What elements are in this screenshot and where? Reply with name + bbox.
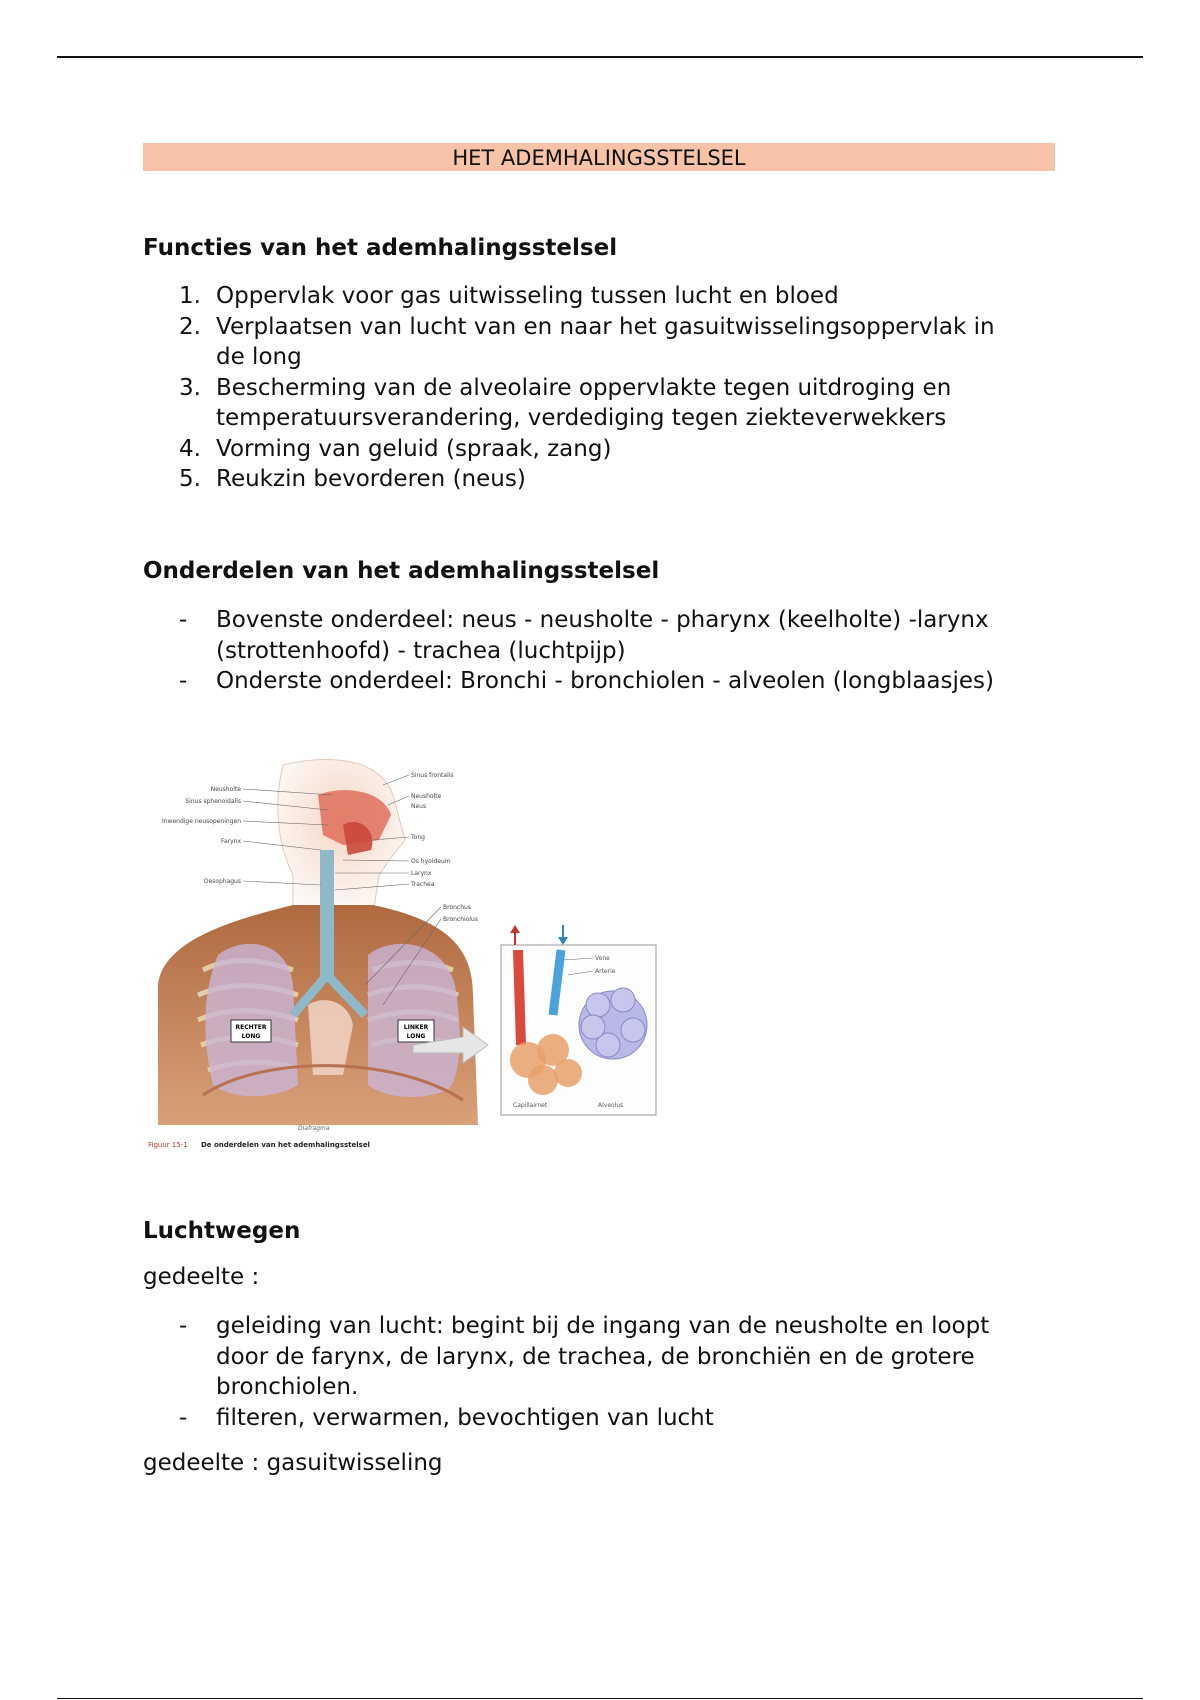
anatomy-illustration: [143, 755, 663, 1150]
svg-text:Sinus sphenoidalis: Sinus sphenoidalis: [185, 798, 241, 805]
lung-left-label-2: LONG: [406, 1033, 426, 1040]
lung-left-label-1: LINKER: [403, 1024, 429, 1031]
svg-text:Os hyoideum: Os hyoideum: [411, 858, 451, 865]
list-item: - Onderste onderdeel: Bronchi - bronchiolen - alveolen (longblaasjes): [179, 668, 995, 694]
svg-text:Sinus frontalis: Sinus frontalis: [411, 772, 454, 779]
document-title: HET ADEMHALINGSSTELSEL: [143, 143, 1055, 171]
section-heading-luchtwegen: Luchtwegen: [143, 1218, 301, 1244]
figure-caption-text: De onderdelen van het ademhalingsstelsel: [201, 1141, 370, 1149]
lung-right-label-2: LONG: [241, 1033, 261, 1040]
svg-text:Trachea: Trachea: [411, 881, 435, 888]
parts-list: [143, 605, 1055, 697]
paragraph-gedeelte-2: gedeelte : gasuitwisseling: [143, 1450, 443, 1476]
section-heading-onderdelen: Onderdelen van het ademhalingsstelsel: [143, 558, 660, 584]
svg-text:Oesophagus: Oesophagus: [203, 878, 241, 885]
svg-text:Bronchus: Bronchus: [443, 904, 471, 911]
svg-text:Capillairnet: Capillairnet: [513, 1102, 548, 1109]
list-item: - Bovenste onderdeel: neus - neusholte - pharynx (keelholte) -larynx (strottenhoofd) - trachea (luchtpijp): [179, 607, 989, 664]
svg-text:Larynx: Larynx: [411, 870, 432, 877]
svg-text:Inwendige neusopeningen: Inwendige neusopeningen: [161, 818, 241, 825]
list-item: 2. Verplaatsen van lucht van en naar het gasuitwisselingsoppervlak in de long: [179, 313, 995, 370]
svg-text:Neus: Neus: [411, 803, 427, 810]
svg-text:Alveolus: Alveolus: [598, 1102, 624, 1109]
list-item: 1. Oppervlak voor gas uitwisseling tussen lucht en bloed: [179, 283, 839, 309]
list-item: - geleiding van lucht: begint bij de ingang van de neusholte en loopt door de farynx, de larynx, de trachea, de bronchiën en de grotere bronchiolen.: [179, 1313, 990, 1400]
svg-text:Farynx: Farynx: [221, 838, 241, 845]
footer-rule: [57, 1698, 1143, 1699]
svg-text:Vene: Vene: [595, 955, 610, 962]
svg-text:Bronchiolus: Bronchiolus: [443, 916, 478, 923]
svg-text:Arterie: Arterie: [595, 968, 616, 975]
lung-right-label-1: RECHTER: [235, 1024, 267, 1031]
functions-list: [143, 281, 1055, 495]
list-item: - filteren, verwarmen, bevochtigen van lucht: [179, 1404, 714, 1431]
svg-text:Neusholte: Neusholte: [210, 786, 241, 793]
section-heading-functies: Functies van het ademhalingsstelsel: [143, 235, 618, 261]
list-item: 5. Reukzin bevorderen (neus): [179, 466, 526, 492]
svg-text:Neusholte: Neusholte: [411, 793, 442, 800]
diaphragm-label: Diafragma: [298, 1125, 330, 1132]
list-item: 4. Vorming van geluid (spraak, zang): [179, 435, 612, 462]
paragraph-gedeelte-1: gedeelte :: [143, 1264, 260, 1290]
svg-text:Tong: Tong: [411, 834, 425, 841]
airway-list: [143, 1311, 1055, 1433]
figure-caption-number: Figuur 15-1: [148, 1141, 188, 1149]
respiratory-system-figure: [143, 755, 663, 1150]
list-item: 3. Bescherming van de alveolaire oppervlakte tegen uitdroging en temperatuursverandering, verdediging tegen ziekteverwekkers: [179, 374, 952, 431]
header-rule: [57, 56, 1143, 58]
